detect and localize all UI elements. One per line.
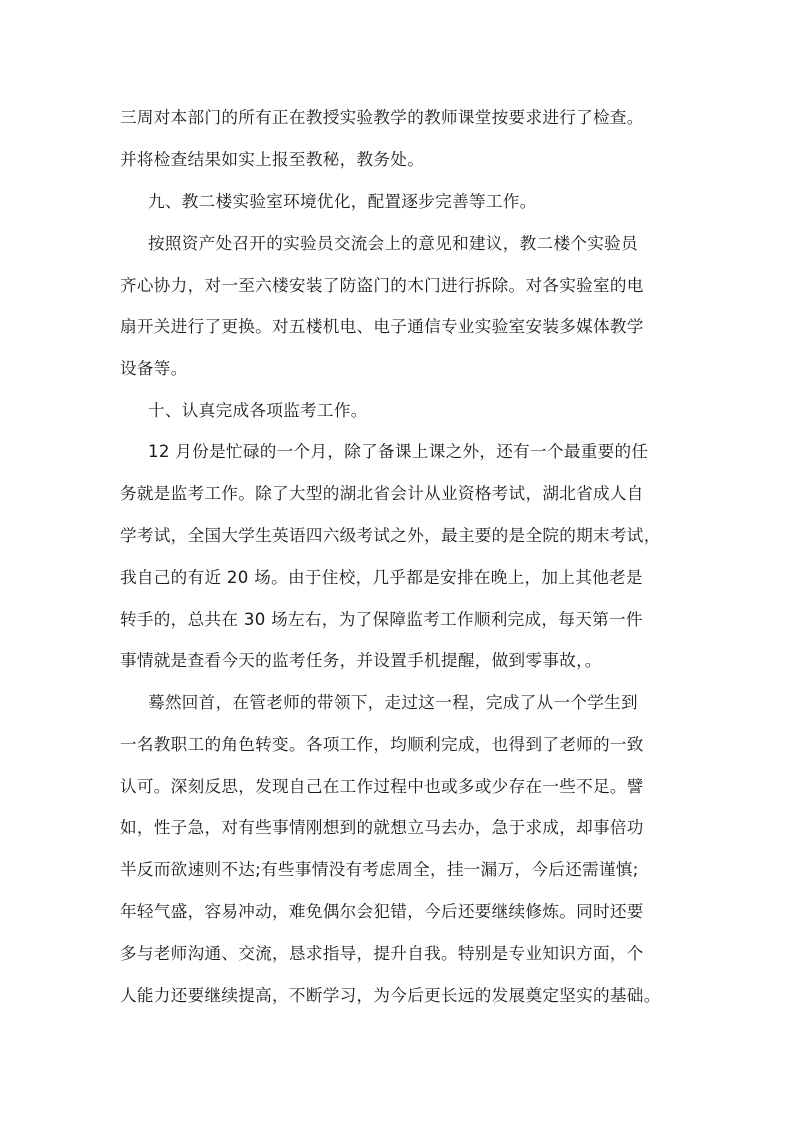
text-line: 设备等。: [120, 359, 188, 378]
text-line: 一名教职工的角色转变。各项工作，均顺利完成，也得到了老师的一致: [120, 735, 644, 754]
text-line: 扇开关进行了更换。对五楼机电、电子通信专业实验室安装多媒体教学: [120, 317, 644, 336]
text-line: 如，性子急，对有些事情刚想到的就想立马去办，急于求成，却事倍功: [120, 818, 644, 837]
section-heading: 九、教二楼实验室环境优化，配置逐步完善等工作。: [148, 192, 537, 211]
text-line: 12 月份是忙碌的一个月，除了备课上课之外，还有一个最重要的任: [148, 442, 649, 461]
text-line: 人能力还要继续提高，不断学习，为今后更长远的发展奠定坚实的基础。: [120, 986, 661, 1005]
text-line: 学考试，全国大学生英语四六级考试之外，最主要的是全院的期末考试，: [120, 526, 661, 545]
text-line: 认可。深刻反思，发现自己在工作过程中也或多或少存在一些不足。譬: [120, 777, 644, 796]
text-line: 三周对本部门的所有正在教授实验教学的教师课堂按要求进行了检查。: [120, 108, 644, 127]
text-line: 按照资产处召开的实验员交流会上的意见和建议，教二楼个实验员: [148, 234, 638, 253]
text-line: 务就是监考工作。除了大型的湖北省会计从业资格考试，湖北省成人自: [120, 484, 644, 503]
text-line: 我自己的有近 20 场。由于住校，几乎都是安排在晚上，加上其他老是: [120, 568, 643, 587]
section-heading: 十、认真完成各项监考工作。: [148, 401, 368, 420]
text-line: 并将检查结果如实上报至教秘，教务处。: [120, 150, 425, 169]
text-line: 齐心协力，对一至六楼安装了防盗门的木门进行拆除。对各实验室的电: [120, 276, 644, 295]
text-line: 年轻气盛，容易冲动，难免偶尔会犯错，今后还要继续修炼。同时还要: [120, 902, 644, 921]
text-line: 蓦然回首，在管老师的带领下，走过这一程，完成了从一个学生到: [148, 693, 638, 712]
text-line: 半反而欲速则不达;有些事情没有考虑周全，挂一漏万，今后还需谨慎;: [120, 860, 639, 879]
text-line: 多与老师沟通、交流，恳求指导，提升自我。特别是专业知识方面，个: [120, 944, 644, 963]
text-line: 事情就是查看今天的监考任务，并设置手机提醒，做到零事故，。: [120, 651, 602, 670]
text-line: 转手的，总共在 30 场左右，为了保障监考工作顺利完成，每天第一件: [120, 610, 643, 629]
